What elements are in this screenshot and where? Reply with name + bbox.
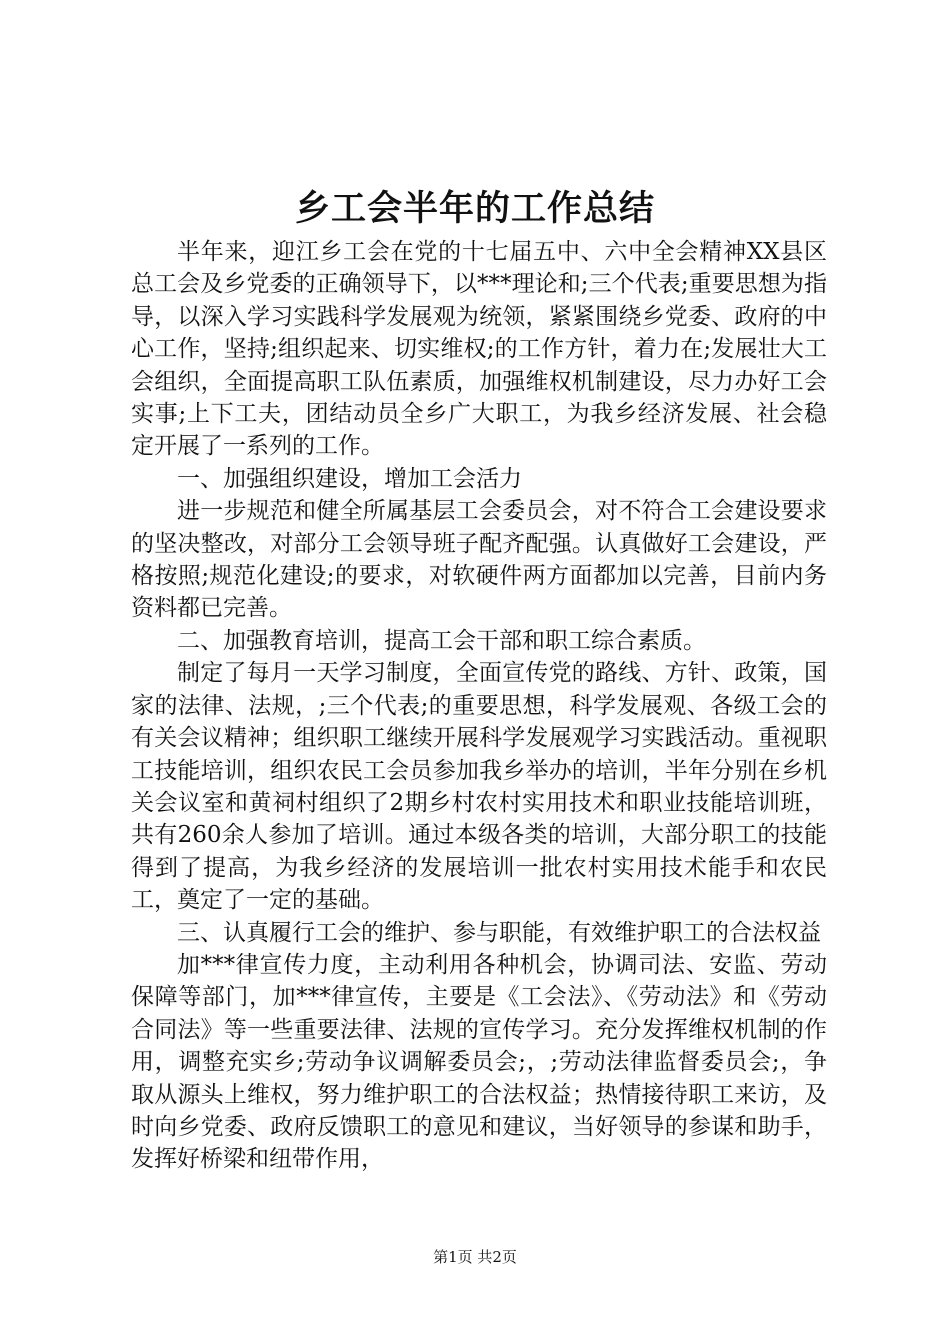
section-paragraph-1: 进一步规范和健全所属基层工会委员会，对不符合工会建设要求的坚决整改，对部分工会领导班子配齐配强。认真做好工会建设，严格按照;规范化建设;的要求，对软硬件两方面都加以完善，目前内务资料都已完善。: [131, 498, 827, 622]
section-heading-1: 一、加强组织建设，增加工会活力: [177, 465, 522, 492]
section-heading-3: 三、认真履行工会的维护、参与职能，有效维护职工的合法权益: [177, 919, 821, 946]
section-paragraph-2: 制定了每月一天学习制度，全面宣传党的路线、方针、政策，国家的法律、法规，;三个代表;的重要思想，科学发展观、各级工会的有关会议精神；组织职工继续开展科学发展观学习实践活动。重视职工技能培训，组织农民工会员参加我乡举办的培训，半年分别在乡机关会议室和黄祠村组织了2期乡村农村实用技术和职业技能培训班，共有260余人参加了培训。通过本级各类的培训，大部分职工的技能得到了提高，为我乡经济的发展培训一批农村实用技术能手和农民工，奠定了一定的基础。: [131, 660, 827, 914]
page-number-footer: 第1页 共2页: [433, 1248, 517, 1266]
section-heading-2: 二、加强教育培训，提高工会干部和职工综合素质。: [177, 627, 706, 654]
section-paragraph-3: 加***律宣传力度，主动利用各种机会，协调司法、安监、劳动保障等部门，加***律宣传，主要是《工会法》、《劳动法》和《劳动合同法》等一些重要法律、法规的宣传学习。充分发挥维权机制的作用，调整充实乡;劳动争议调解委员会;，;劳动法律监督委员会;，争取从源头上维权，努力维护职工的合法权益；热情接待职工来访，及时向乡党委、政府反馈职工的意见和建议，当好领导的参谋和助手，发挥好桥梁和纽带作用，: [131, 951, 827, 1173]
document-body: [131, 236, 827, 1176]
intro-paragraph: 半年来，迎江乡工会在党的十七届五中、六中全会精神XX县区总工会及乡党委的正确领导下，以***理论和;三个代表;重要思想为指导，以深入学习实践科学发展观为统领，紧紧围绕乡党委、政府的中心工作，坚持;组织起来、切实维权;的工作方针，着力在;发展壮大工会组织，全面提高职工队伍素质，加强维权机制建设，尽力办好工会实事;上下工夫，团结动员全乡广大职工，为我乡经济发展、社会稳定开展了一系列的工作。: [131, 239, 827, 460]
document-title: 乡工会半年的工作总结: [294, 188, 655, 229]
